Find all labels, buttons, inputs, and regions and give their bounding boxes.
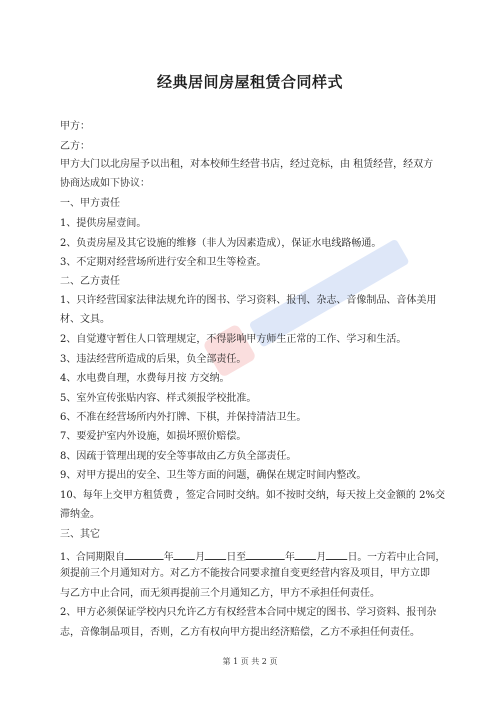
clause-line: 6、不准在经营场所内外打牌、下棋，并保持清洁卫生。 [60,412,307,423]
clause-line: 2、自觉遵守暂住人口管理规定，不得影响甲方师生正常的工作、学习和生活。 [60,334,407,345]
clause-line: 9、对甲方提出的安全、卫生等方面的问题，确保在规定时间内整改。 [60,470,367,481]
section-heading: 二、乙方责任 [60,276,120,287]
end-day-blank[interactable] [326,548,347,560]
clause-line: 8、因疏于管理出现的安全等事故由乙方负全部责任。 [60,451,297,462]
party-b-label: 乙方： [60,141,90,152]
clause-line: 5、室外宣传张贴内容、样式须报学校批准。 [60,393,257,404]
term-month-label: 月 [195,552,205,563]
page-number: 第 1 页 共 2 页 [222,657,278,666]
clause-line: 材、文具。 [60,314,110,325]
section-heading: 一、甲方责任 [60,198,120,209]
party-a-label: 甲方： [60,121,90,132]
term-month-label: 月 [316,552,327,563]
clause-line: 4、水电费自理，水费每月按 方交纳。 [60,373,230,384]
clause-line: 滞纳金。 [60,509,100,520]
clause-line: 须提前三个月通知对方。对乙方不能按合同要求擅自变更经营内容及项目，甲方立即 [60,568,430,579]
document-title: 经典居间房屋租赁合同样式 [156,73,343,91]
term-year-label: 年 [285,552,295,563]
term-day-label: 日至 [226,552,246,563]
clause-line: 1、提供房屋壹间。 [60,218,147,229]
clause-line: 2、甲方必须保证学校内只允许乙方有权经营本合同中规定的图书、学习资料、报刊杂 [60,607,437,618]
term-day-label: 日。一方若中止合同， [347,552,446,563]
clause-line: 1、只许经营国家法律法规允许的图书、学习资料、报刊、杂志、音像制品、音体美用 [60,295,437,306]
clause-line: 10、每年上交甲方租赁费 ，签定合同时交纳。如不按时交纳，每天按上交金额的 2%交 [60,490,445,501]
end-year-blank[interactable] [246,548,285,560]
term-prefix: 1、合同期限自 [60,552,125,563]
clause-line: 3、不定期对经营场所进行安全和卫生等检查。 [60,257,267,268]
clause-line: 与乙方中止合同，而无须再提前三个月通知乙方，甲方不承担任何责任。 [60,588,380,599]
clause-line: 3、违法经营所造成的后果，负全部责任。 [60,354,247,365]
intro-line: 甲方大门以北房屋予以出租，对本校师生经营书店，经过竞标，由 租赁经营，经双方 [60,159,434,170]
intro-line: 协商达成如下协议： [60,178,150,189]
clause-line: 7、要爱护室内外设施，如损坏照价赔偿。 [60,431,247,442]
start-year-blank[interactable] [125,548,164,560]
clause-line: 志，音像制品项目，否则，乙方有权向甲方提出经济赔偿，乙方不承担任何责任。 [60,627,420,638]
contract-term-line [60,548,446,565]
section-heading: 三、其它 [60,529,100,540]
watermark-logo-mark [202,323,257,378]
clause-line: 2、负责房屋及其它设施的维修（非人为因素造成），保证水电线路畅通。 [60,238,382,249]
term-year-label: 年 [163,552,174,563]
start-day-blank[interactable] [205,548,226,560]
start-month-blank[interactable] [174,548,195,560]
end-month-blank[interactable] [295,548,316,560]
